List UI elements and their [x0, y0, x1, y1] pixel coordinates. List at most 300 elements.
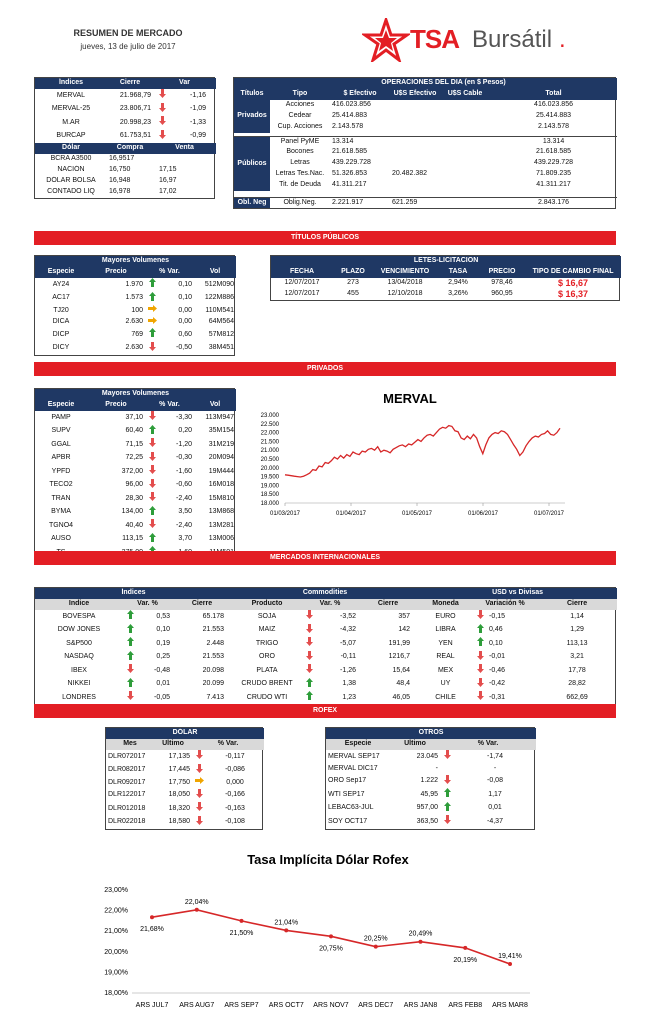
ultimo: 957,00	[416, 804, 438, 811]
table-row	[326, 750, 536, 764]
arrow-up-icon	[145, 533, 159, 547]
y-tick-label: 18.000	[260, 501, 279, 507]
tasa-point	[284, 928, 288, 932]
arrow-down-icon	[473, 664, 487, 678]
brand-dot: .	[559, 26, 566, 53]
table-row	[35, 116, 216, 130]
arrow-right-icon	[145, 317, 159, 329]
op-pesos: 25.414.883	[332, 112, 368, 120]
vol: 13M281	[208, 521, 235, 529]
var: 3,70	[178, 535, 192, 542]
table-row	[35, 154, 216, 165]
table-row	[271, 289, 621, 300]
col-var: % Var.	[192, 739, 264, 750]
especie: AUSO	[51, 535, 71, 542]
col-mes: Mes	[106, 739, 154, 750]
arrow-down-icon	[123, 691, 137, 705]
table-row	[35, 637, 617, 651]
op-pesos: 439.229.728	[332, 159, 371, 167]
ultimo: 45,95	[420, 790, 438, 798]
intl-cierre: 20.099	[202, 680, 224, 687]
tasa-point	[150, 915, 154, 919]
table-row	[106, 750, 264, 764]
op-total: 71.809.235	[536, 170, 572, 178]
table-row	[326, 802, 536, 816]
vol: 19M444	[208, 467, 235, 475]
precio: 2.630	[125, 318, 143, 325]
vol: 122M886	[204, 294, 235, 301]
dolar-name: CONTADO LIQ	[47, 188, 95, 196]
commodity-name: TRIGO	[255, 639, 279, 647]
tp-volumen-title: Mayores Volumenes	[35, 256, 236, 267]
privados-label: Privados	[234, 100, 270, 133]
group-commodities: Commodities	[232, 588, 418, 599]
currency-cierre: 1,14	[570, 612, 584, 620]
table-row	[271, 278, 621, 289]
precio: 37,10	[125, 413, 143, 421]
arrow-up-icon	[440, 788, 454, 802]
currency-cierre: 662,69	[566, 693, 588, 701]
indices-table	[34, 77, 215, 199]
y-tick-label: 22.500	[260, 421, 279, 428]
especie: BYMA	[51, 508, 71, 515]
x-tick-label: ARS NOV7	[313, 1002, 349, 1009]
table-row	[35, 465, 236, 479]
op-tipo: Cedear	[288, 112, 312, 120]
table-row	[326, 815, 536, 829]
commodity-var: -3,52	[340, 612, 356, 620]
vol: 13M868	[208, 508, 235, 515]
col-producto: Producto	[232, 599, 302, 610]
especie: YPFD	[51, 467, 71, 475]
dolar-venta: 17,02	[159, 188, 177, 196]
var: 0,00	[178, 318, 192, 325]
y-tick-label: 22.000	[260, 430, 279, 437]
merval-chart-title: MERVAL	[383, 391, 437, 406]
index-var: -1,09	[190, 105, 206, 112]
col-var: % Var.	[145, 267, 194, 278]
vol: 512M090	[204, 280, 235, 288]
col-ultimo: Ultimo	[154, 739, 192, 750]
dolar-name: NACIÓN	[57, 166, 85, 174]
y-tick-label: 18,00%	[104, 990, 128, 997]
col-especie: Especie	[35, 267, 87, 278]
intl-indice: NIKKEI	[67, 680, 91, 687]
intl-var: 0,10	[156, 626, 170, 633]
col-plazo: PLAZO	[333, 267, 373, 278]
currency-name: YEN	[438, 639, 453, 647]
arrow-down-icon	[153, 130, 171, 144]
precio: 100	[131, 306, 143, 314]
op-total: 2.843.176	[537, 198, 570, 206]
especie: DICY	[52, 344, 70, 351]
especie: TRAN	[51, 494, 71, 502]
letes-cell: 2,94%	[448, 279, 468, 287]
var: 0,000	[226, 778, 244, 786]
dolar-venta: 16,97	[159, 177, 177, 185]
currency-var: 0,10	[489, 639, 503, 647]
arrow-down-icon	[145, 492, 159, 506]
especie: ORO Sep17	[328, 777, 367, 784]
table-row	[35, 103, 216, 117]
intl-var: 0,01	[156, 680, 170, 687]
index-close: 21.968,79	[119, 91, 151, 99]
arrow-down-icon	[473, 610, 487, 624]
commodity-cierre: 357	[398, 612, 411, 620]
var: -4,37	[487, 817, 503, 825]
arrow-up-icon	[123, 610, 137, 624]
especie: WTI SEP17	[328, 790, 365, 798]
col-var: Var. %	[302, 599, 358, 610]
col-venta: Venta	[153, 143, 216, 154]
op-total: 41.311.217	[536, 181, 571, 189]
letes-cell: 978,46	[491, 279, 513, 287]
tasa-chart-title: Tasa Implícita Dólar Rofex	[247, 852, 409, 867]
y-tick-label: 19,00%	[104, 969, 128, 977]
op-tipo: Letras	[290, 159, 310, 167]
col-cierre: Cierre	[537, 599, 617, 610]
op-usd	[390, 136, 440, 147]
op-pesos: 2.221.917	[332, 198, 364, 206]
table-row	[106, 816, 264, 830]
table-row	[35, 89, 216, 103]
especie: DLR022018	[108, 818, 146, 825]
table-row	[234, 180, 617, 191]
commodity-name: ORO	[259, 653, 275, 660]
arrow-right-icon	[192, 777, 206, 789]
op-usd	[390, 111, 440, 122]
ultimo: 17,445	[168, 766, 190, 773]
col-precio: Precio	[87, 400, 145, 411]
col-especie: Especie	[35, 400, 87, 411]
especie: DLR082017	[108, 766, 146, 773]
col-var: Var. %	[123, 599, 172, 610]
col-vencimiento: VENCIMIENTO	[373, 267, 437, 278]
table-row	[35, 664, 617, 678]
table-row	[35, 411, 236, 425]
commodity-var: -0,11	[340, 653, 356, 660]
col-especie: Especie	[326, 739, 390, 750]
col-var: % Var.	[145, 400, 194, 411]
x-tick-label: ARS JAN8	[403, 1002, 438, 1009]
y-tick-label: 20.000	[260, 465, 279, 472]
especie: AC17	[52, 294, 70, 301]
commodity-name: CRUDO BRENT	[241, 680, 293, 687]
intl-indice: IBEX	[71, 666, 87, 674]
arrow-down-icon	[153, 103, 171, 117]
especie: TJ20	[53, 306, 69, 314]
currency-cierre: 17,78	[568, 666, 586, 674]
commodity-var: -1,26	[340, 666, 356, 674]
especie: DLR072017	[108, 752, 146, 760]
precio: 71,15	[125, 440, 143, 448]
intl-cierre: 21.553	[202, 653, 224, 660]
report-date: jueves, 13 de julio de 2017	[80, 42, 176, 51]
var: -0,08	[487, 777, 503, 784]
vol: 113M947	[205, 413, 235, 421]
especie: DLR092017	[108, 778, 146, 786]
currency-var: -0,15	[489, 612, 505, 620]
vol: 13M006	[208, 535, 235, 542]
y-tick-label: 21,00%	[104, 928, 128, 936]
col-var: Var	[153, 78, 216, 89]
y-tick-label: 21.000	[260, 448, 279, 455]
arrow-down-icon	[145, 479, 159, 493]
commodity-var: -4,32	[340, 626, 356, 633]
x-tick-label: 01/07/2017	[533, 511, 565, 517]
arrow-down-icon	[302, 624, 316, 638]
tasa-point	[463, 946, 467, 950]
var: -0,163	[225, 804, 245, 812]
dolar-venta	[153, 154, 216, 165]
group-indices: Índices	[35, 588, 232, 599]
tasa-data-label: 21,04%	[274, 919, 299, 927]
op-usd	[390, 122, 440, 133]
x-tick-label: 01/03/2017	[269, 511, 301, 517]
x-tick-label: 01/06/2017	[467, 511, 499, 517]
y-tick-label: 23,00%	[104, 887, 128, 894]
precio: 1.573	[125, 294, 143, 301]
tasa-implicita-chart	[60, 850, 580, 1020]
table-row	[106, 764, 264, 778]
arrow-up-icon	[145, 506, 159, 520]
currency-cierre: 3,21	[570, 653, 584, 660]
var: -0,086	[225, 766, 245, 773]
arrow-down-icon	[473, 678, 487, 692]
table-row	[234, 197, 617, 208]
table-row	[35, 328, 236, 342]
arrow-down-icon	[145, 452, 159, 466]
especie: TECO2	[49, 481, 73, 488]
precio: 134,00	[121, 508, 143, 515]
letes-table	[270, 255, 620, 301]
intl-cierre: 2.448	[206, 639, 224, 647]
op-pesos: 13.314	[332, 137, 354, 145]
commodity-cierre: 1216,7	[388, 653, 411, 660]
op-tipo: Oblig.Neg.	[283, 198, 317, 206]
col-indices: Índices	[35, 78, 107, 89]
precio: 96,00	[125, 481, 143, 488]
table-row	[234, 122, 617, 133]
precio: 72,25	[125, 454, 143, 461]
var: -0,108	[225, 818, 245, 825]
arrow-up-icon	[473, 624, 487, 638]
currency-cierre: 113,13	[566, 639, 588, 647]
col-fecha: FECHA	[271, 267, 333, 278]
arrow-down-icon	[192, 750, 206, 764]
intl-cierre: 20.098	[202, 666, 224, 674]
table-row	[35, 165, 216, 176]
intl-indice: LONDRES	[62, 693, 96, 701]
op-cable	[440, 147, 490, 158]
arrow-up-icon	[123, 624, 137, 638]
var: -	[493, 764, 497, 772]
currency-cierre: 28,82	[568, 680, 586, 687]
col-titulos: Títulos	[234, 89, 270, 100]
letes-cell: 273	[347, 279, 359, 287]
currency-cierre: 1,29	[570, 626, 584, 633]
table-row	[35, 533, 236, 547]
intl-indice: NASDAQ	[64, 653, 94, 660]
dolar-name: DÓLAR BOLSA	[46, 177, 96, 185]
table-row	[35, 452, 236, 466]
table-row	[35, 624, 617, 638]
op-cable	[440, 197, 490, 208]
col-var: % Var.	[440, 739, 536, 750]
rofex-otros-title: OTROS	[326, 728, 536, 739]
intl-var: 0,19	[156, 639, 170, 647]
vol: 110M541	[205, 306, 235, 314]
report-title: RESUMEN DE MERCADO	[73, 28, 183, 38]
var: -2,40	[176, 494, 192, 502]
col-tipo-cambio: TIPO DE CAMBIO FINAL	[525, 267, 621, 278]
col-tasa: TASA	[437, 267, 479, 278]
currency-name: CHILE	[435, 693, 456, 701]
var: 3,50	[178, 508, 192, 515]
arrow-up-icon	[145, 425, 159, 439]
table-row	[35, 317, 236, 329]
col-pesos-efectivo: $ Efectivo	[330, 89, 390, 100]
intl-cierre: 7.413	[206, 693, 224, 701]
arrow-down-icon	[473, 651, 487, 665]
vol: 64M564	[208, 318, 235, 325]
tasa-point	[508, 962, 512, 966]
y-tick-label: 19.000	[260, 483, 279, 490]
col-indice: Indice	[35, 599, 123, 610]
table-row	[35, 678, 617, 692]
table-row	[35, 519, 236, 533]
tasa-data-label: 20,75%	[319, 945, 343, 953]
vol: 16M018	[208, 481, 235, 488]
var: -0,30	[176, 454, 192, 461]
var: -0,50	[176, 344, 192, 351]
dolar-compra: 16,750	[109, 166, 131, 174]
index-var: -1,16	[190, 91, 206, 99]
table-row	[326, 788, 536, 802]
op-total: 13.314	[542, 137, 565, 145]
op-cable	[440, 158, 490, 169]
tasa-point	[240, 919, 244, 923]
brand-bursatil: Bursátil	[472, 26, 553, 53]
x-tick-label: ARS FEB8	[448, 1002, 483, 1009]
index-name: M.AR	[62, 118, 80, 126]
var: -0,117	[225, 752, 245, 760]
table-row	[35, 130, 216, 144]
op-total: 439.229.728	[534, 159, 573, 167]
group-divisas: USD vs Divisas	[418, 588, 617, 599]
priv-volumen-title: Mayores Volumenes	[35, 389, 236, 400]
letes-cell: 455	[347, 290, 359, 298]
especie: AY24	[52, 280, 70, 288]
table-row	[234, 169, 617, 180]
commodity-var: -5,07	[340, 639, 356, 647]
op-usd: 621.259	[392, 198, 418, 206]
col-variacion: Variación %	[473, 599, 537, 610]
intl-cierre: 21.553	[202, 626, 224, 633]
arrow-down-icon	[473, 691, 487, 705]
currency-var: -0,46	[489, 666, 505, 674]
arrow-down-icon	[192, 789, 206, 803]
precio: 28,30	[125, 494, 143, 502]
table-row	[35, 342, 236, 356]
intl-var: 0,25	[156, 653, 170, 660]
arrow-down-icon	[192, 816, 206, 830]
table-row	[106, 789, 264, 803]
vol: 31M219	[208, 440, 235, 448]
ultimo: 17,135	[168, 752, 190, 760]
op-usd	[390, 147, 440, 158]
currency-name: UY	[440, 680, 451, 687]
var: -1,60	[176, 467, 192, 475]
var: 0,60	[178, 330, 192, 338]
var: -3,30	[176, 413, 192, 421]
op-pesos: 2.143.578	[332, 123, 364, 131]
arrow-down-icon	[145, 438, 159, 452]
x-tick-label: ARS SEP7	[224, 1002, 259, 1009]
section-rofex: ROFEX	[34, 704, 616, 718]
op-cable	[440, 122, 490, 133]
especie: LEBAC63-JUL	[328, 804, 374, 811]
rofex-dolar-table	[105, 727, 263, 830]
currency-var: -0,42	[489, 680, 505, 687]
var: -1,20	[176, 440, 192, 448]
op-tipo: Tit. de Deuda	[279, 181, 321, 189]
arrow-right-icon	[145, 305, 159, 317]
table-row	[35, 305, 236, 317]
arrow-up-icon	[123, 651, 137, 665]
letes-cell: 12/10/2018	[387, 290, 423, 298]
intl-var: -0,05	[154, 693, 170, 701]
arrow-up-icon	[473, 637, 487, 651]
brand-tsa: TSA	[410, 24, 459, 54]
var: 0,10	[178, 294, 192, 301]
ultimo: -	[435, 764, 438, 772]
op-pesos: 21.618.585	[332, 148, 368, 156]
var: 0,01	[488, 804, 502, 811]
currency-var: -0,31	[489, 693, 505, 701]
arrow-down-icon	[123, 664, 137, 678]
commodity-cierre: 142	[398, 626, 411, 633]
section-mercados-internacionales: MERCADOS INTERNACIONALES	[34, 551, 616, 565]
col-usd-cable: U$S Cable	[440, 89, 490, 100]
especie: TGNO4	[48, 521, 74, 529]
commodity-cierre: 191,99	[388, 639, 411, 647]
table-row	[35, 610, 617, 624]
op-tipo: Bocones	[286, 148, 314, 156]
index-close: 61.753,51	[119, 132, 151, 139]
arrow-up-icon	[145, 292, 159, 306]
arrow-down-icon	[145, 342, 159, 356]
arrow-up-icon	[123, 637, 137, 651]
arrow-up-icon	[145, 328, 159, 342]
ultimo: 18,320	[168, 804, 190, 812]
arrow-down-icon	[302, 610, 316, 624]
arrow-down-icon	[153, 89, 171, 103]
col-tipo: Tipo	[270, 89, 330, 100]
col-precio: PRECIO	[479, 267, 525, 278]
y-tick-label: 20,00%	[104, 948, 128, 956]
precio: 113,15	[122, 535, 143, 542]
letes-title: LETES-LICITACION	[271, 256, 621, 267]
var: -0,166	[225, 791, 245, 798]
index-name: MERVAL	[56, 91, 86, 99]
op-cable	[440, 180, 490, 191]
op-cable	[440, 100, 490, 111]
tasa-data-label: 22,04%	[184, 898, 209, 906]
table-row	[35, 425, 236, 439]
especie: DICP	[52, 330, 70, 338]
especie: SOY OCT17	[328, 817, 368, 825]
